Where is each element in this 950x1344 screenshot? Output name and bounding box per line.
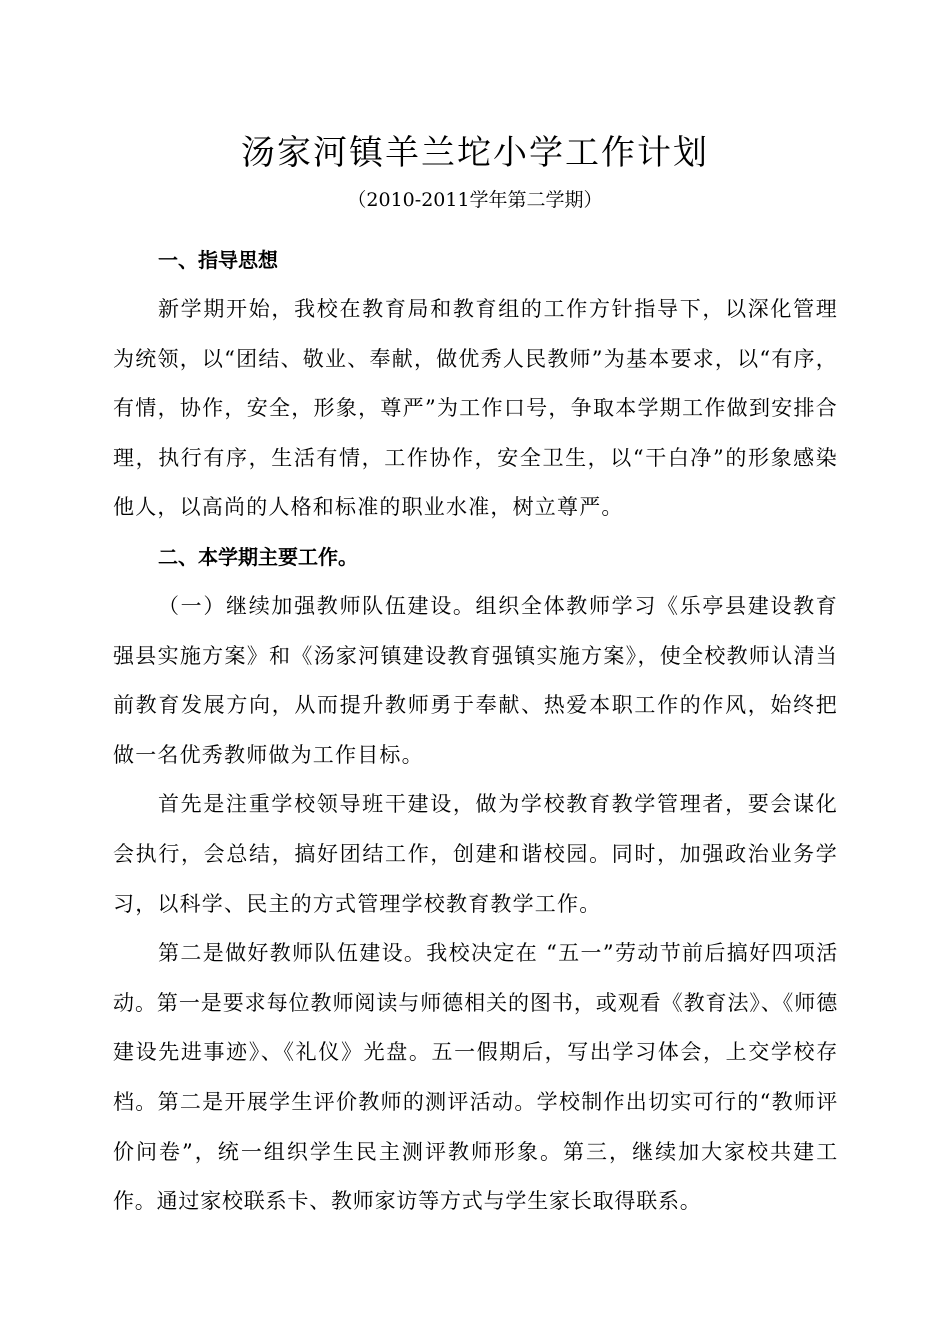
document-body (113, 236, 838, 1227)
section-heading-guiding-thought: 一、指导思想 (158, 248, 278, 272)
paragraph: 首先是注重学校领导班干建设，做为学校教育教学管理者，要会谋化会执行，会总结，搞好团结工作，创建和谐校园。同时，加强政治业务学习，以科学、民主的方式管理学校教育教学工作。 (113, 792, 838, 916)
page-title: 汤家河镇羊兰坨小学工作计划 (241, 133, 709, 173)
paragraph: （一）继续加强教师队伍建设。组织全体教师学习《乐亭县建设教育强县实施方案》和《汤家河镇建设教育强镇实施方案》，使全校教师认清当前教育发展方向，从而提升教师勇于奉献、热爱本职工作的作风，始终把做一名优秀教师做为工作目标。 (113, 593, 838, 767)
paragraph: 新学期开始，我校在教育局和教育组的工作方针指导下，以深化管理为统领，以“团结、敬业、奉献，做优秀人民教师”为基本要求，以“有序，有情，协作，安全，形象，尊严”为工作口号，争取本学期工作做到安排合理，执行有序，生活有情，工作协作，安全卫生，以“干白净”的形象感染他人，以高尚的人格和标准的职业水准，树立尊严。 (113, 297, 838, 520)
page-subtitle: （2010-2011学年第二学期） (347, 189, 603, 211)
section-heading-main-work: 二、本学期主要工作。 (158, 544, 358, 569)
paragraph: 第二是做好教师队伍建设。我校决定在 “五一”劳动节前后搞好四项活动。第一是要求每位教师阅读与师德相关的图书，或观看《教育法》、《师德建设先进事迹》、《礼仪》光盘。五一假期后，写出学习体会，上交学校存档。第二是开展学生评价教师的测评活动。学校制作出切实可行的“教师评价问卷”，统一组织学生民主测评教师形象。第三，继续加大家校共建工作。通过家校联系卡、教师家访等方式与学生家长取得联系。 (113, 941, 838, 1214)
